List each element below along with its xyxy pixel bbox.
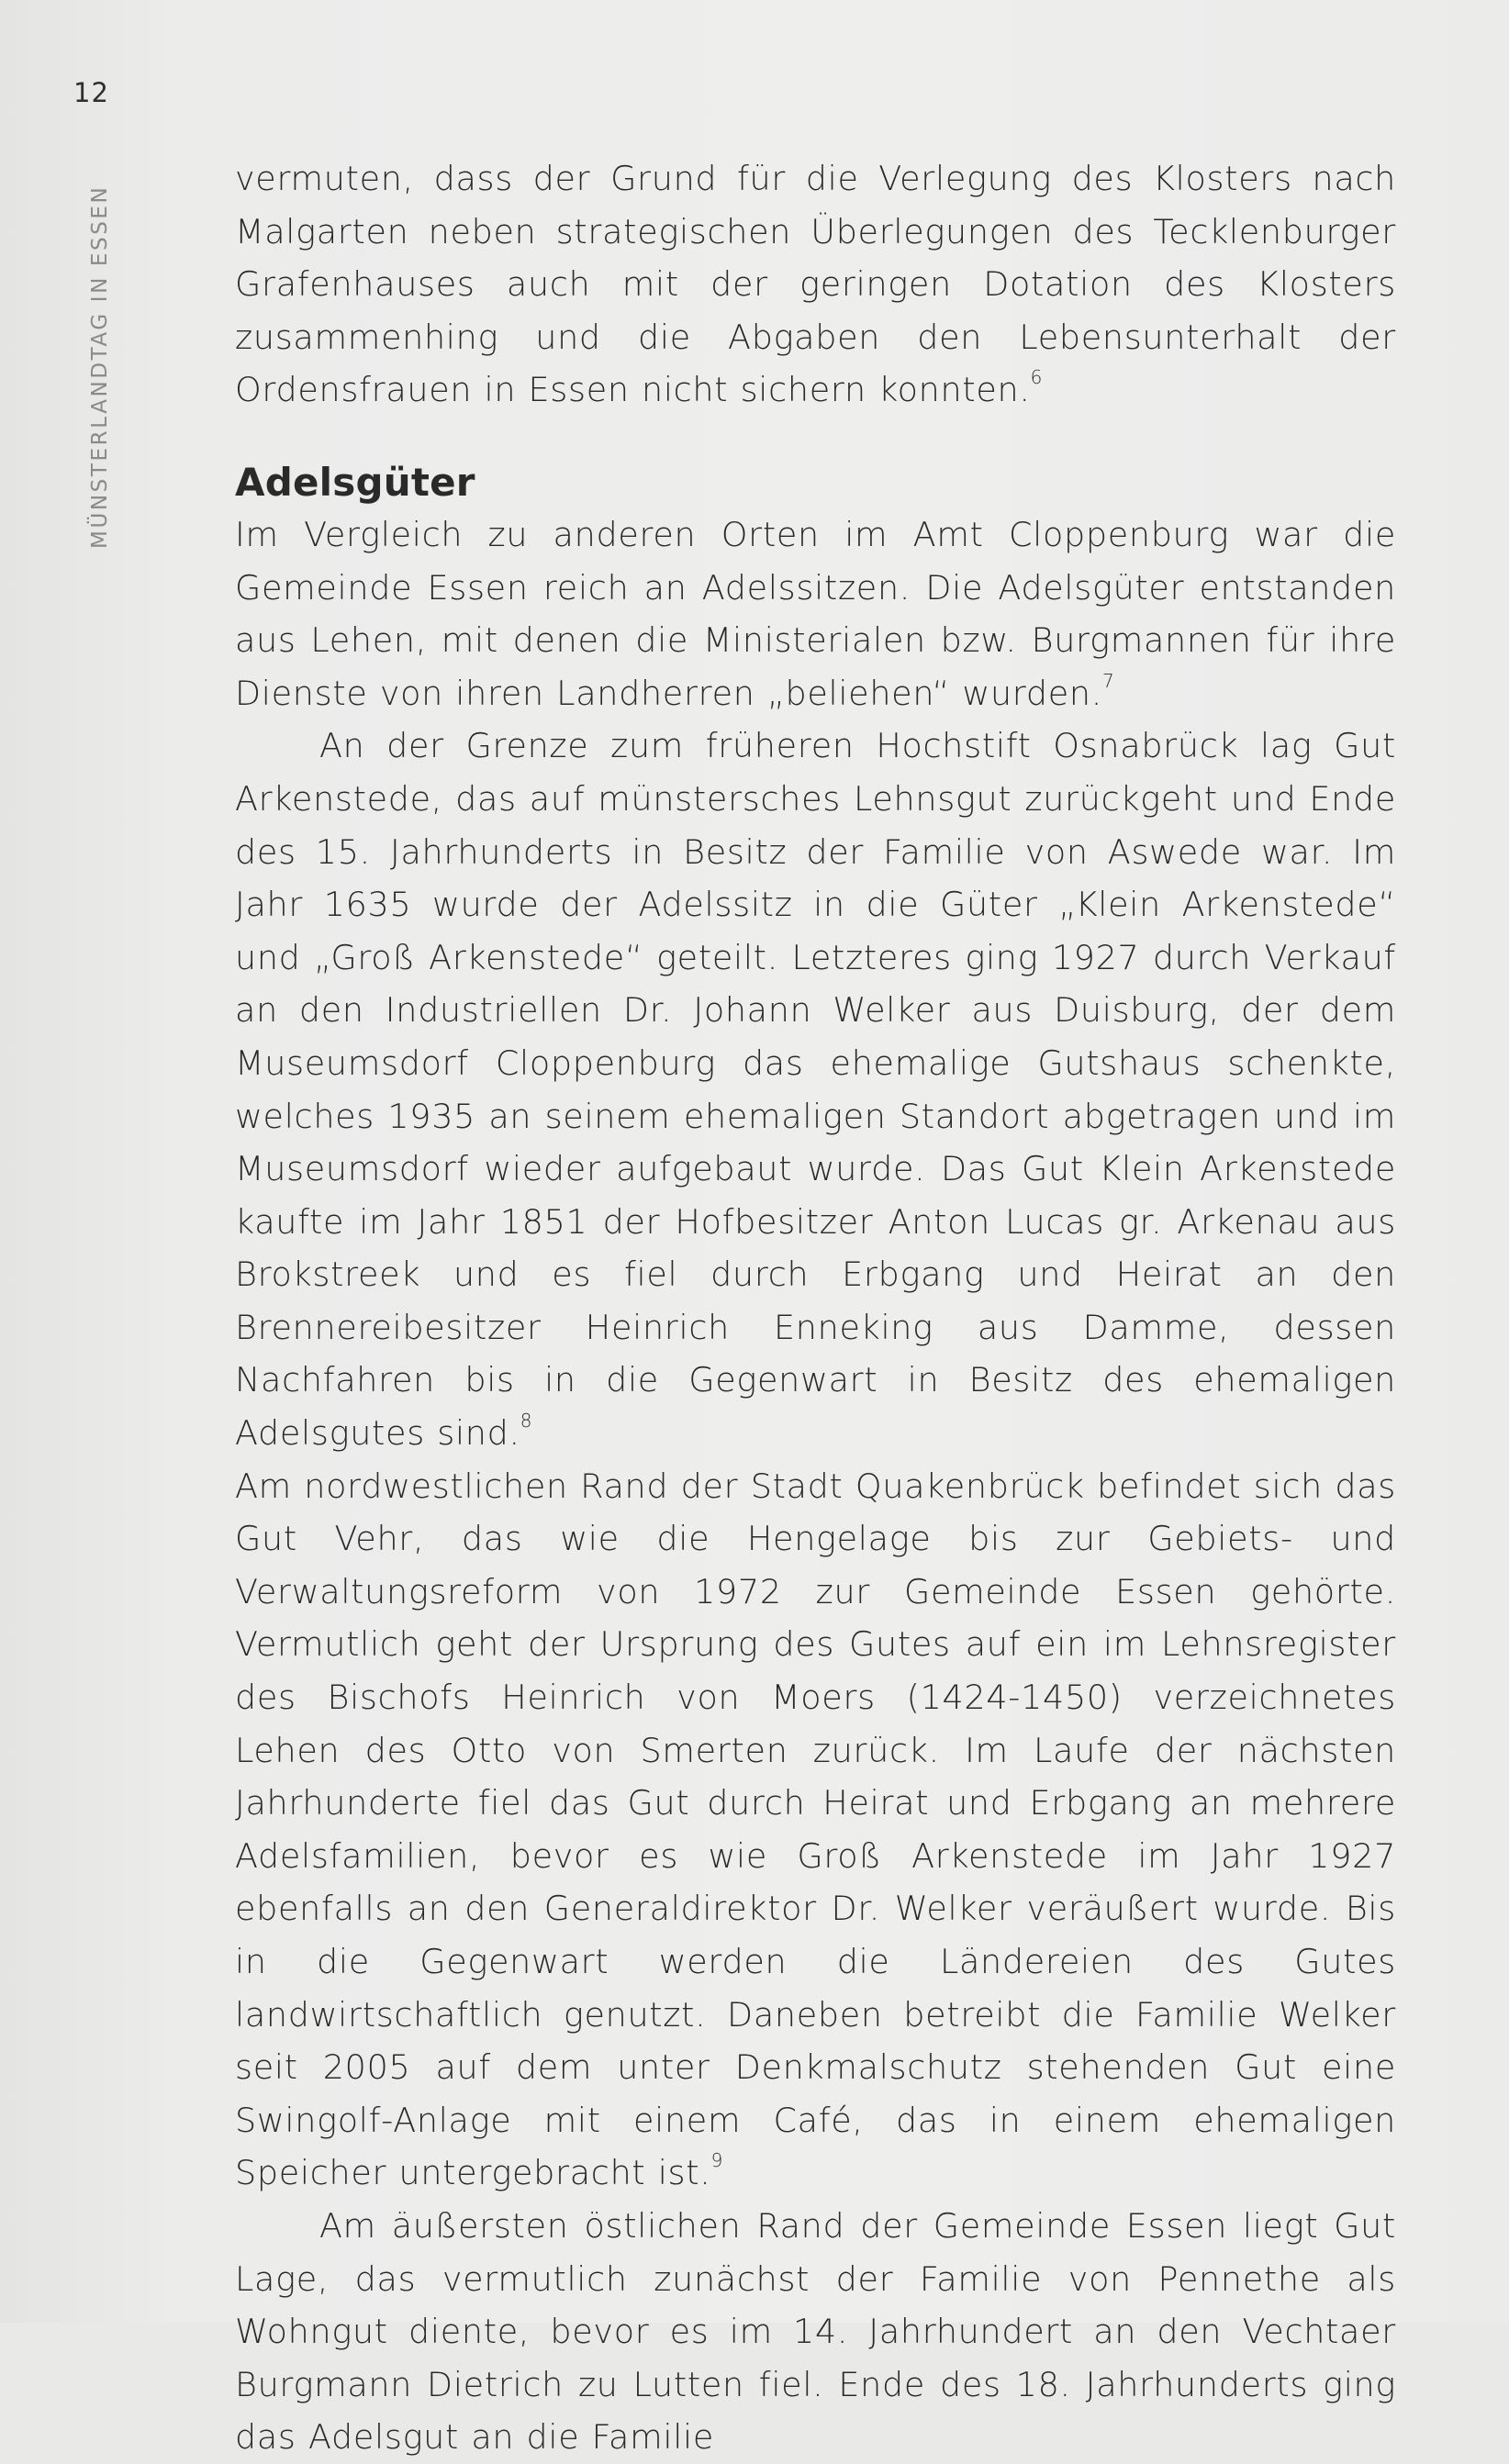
paragraph-text: Am nordwestlichen Rand der Stadt Quakenbrück befindet sich das Gut Vehr, das wie die Hengelage bis zur Gebiets- und Verwaltungsreform von 1972 zur Gemeinde Essen gehörte. Vermutlich geht der Ursprung des Gutes auf ein im Lehnsregister des Bischofs Heinrich von Moers (1424-1450) verzeichnetes Lehen des Otto von Smerten zurück. Im Laufe der nächsten Jahrhunderte fiel das Gut durch Heirat und Erbgang an mehrere Adelsfamilien, bevor es wie Groß Arkenstede im Jahr 1927 ebenfalls an den Generaldirektor Dr. Welker veräußert wurde. Bis in die Gegenwart werden die Ländereien des Gutes landwirtschaftlich genutzt. Daneben betreibt die Familie Welker seit 2005 auf dem unter Denkmalschutz stehenden Gut eine Swingolf-Anlage mit einem Café, das in einem ehemaligen Speicher untergebracht ist.	[235, 1466, 1396, 2193]
paragraph	[235, 152, 1396, 417]
page-body	[235, 152, 1396, 2464]
footnote-ref: 8	[520, 1409, 532, 1432]
paragraph	[235, 508, 1396, 719]
paragraph-text: vermuten, dass der Grund für die Verlegung des Klosters nach Malgarten neben strategischen Überlegungen des Tecklenburger Grafenhauses auch mit der geringen Dotation des Klosters zusammenhing und die Abgaben den Lebensunterhalt der Ordensfrauen in Essen nicht sichern konnten.	[235, 159, 1396, 410]
paragraph	[235, 2200, 1396, 2464]
running-head: MÜNSTERLANDTAG IN ESSEN	[88, 184, 112, 549]
page-number: 12	[73, 77, 109, 108]
footnote-ref: 9	[710, 2149, 723, 2172]
paragraph-text: Am äußersten östlichen Rand der Gemeinde Essen liegt Gut Lage, das vermutlich zunächst der Familie von Pennethe als Wohngut diente, bevor es im 14. Jahrhundert an den Vechtaer Burgmann Dietrich zu Lutten fiel. Ende des 18. Jahrhunderts ging das Adelsgut an die Familie	[235, 2205, 1396, 2458]
paragraph	[235, 719, 1396, 1459]
paragraph-text: An der Grenze zum früheren Hochstift Osnabrück lag Gut Arkenstede, das auf münstersches Lehnsgut zurückgeht und Ende des 15. Jahrhunderts in Besitz der Familie von Aswede war. Im Jahr 1635 wurde der Adelssitz in die Güter „Klein Arkenstede“ und „Groß Arkenstede“ geteilt. Letzteres ging 1927 durch Verkauf an den Industriellen Dr. Johann Welker aus Duisburg, der dem Museumsdorf Cloppenburg das ehemalige Gutshaus schenkte, welches 1935 an seinem ehemaligen Standort abgetragen und im Museumsdorf wieder aufgebaut wurde. Das Gut Klein Arkenstede kaufte im Jahr 1851 der Hofbesitzer Anton Lucas gr. Arkenau aus Brokstreek und es fiel durch Erbgang und Heirat an den Brennereibesitzer Heinrich Enneking aus Damme, dessen Nachfahren bis in die Gegenwart in Besitz des ehemaligen Adelsgutes sind.	[235, 726, 1396, 1454]
section-heading: Adelsgüter	[235, 459, 475, 505]
paragraph-text: Im Vergleich zu anderen Orten im Amt Cloppenburg war die Gemeinde Essen reich an Adelssitzen. Die Adelsgüter entstanden aus Lehen, mit denen die Ministerialen bzw. Burgmannen für ihre Dienste von ihren Landherren „beliehen“ wurden.	[235, 514, 1396, 713]
footnote-ref: 6	[1030, 366, 1043, 389]
paragraph	[235, 1460, 1396, 2200]
footnote-ref: 7	[1102, 669, 1114, 692]
